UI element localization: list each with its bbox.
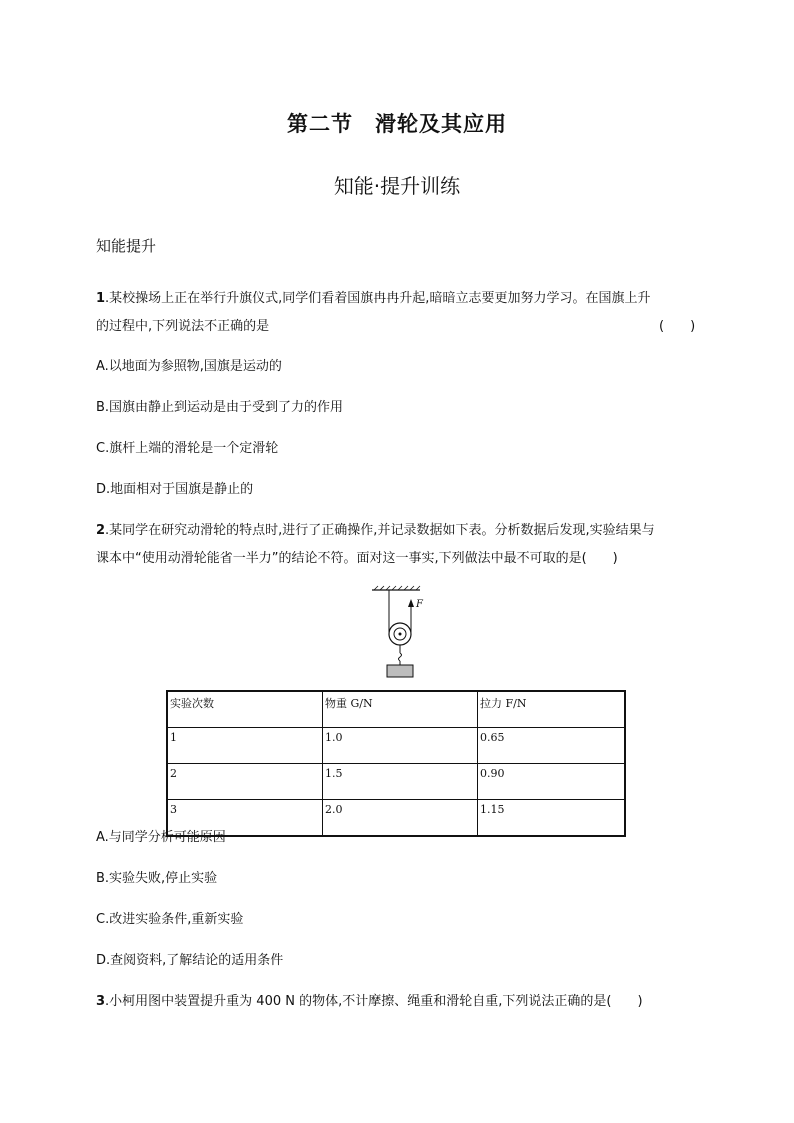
q3-number: 3	[96, 994, 106, 1009]
table-row	[167, 800, 625, 837]
table-cell: 2.0	[323, 800, 478, 837]
q1-option-b: B.国旗由静止到运动是由于受到了力的作用	[96, 400, 344, 415]
q1-line1	[96, 287, 650, 306]
page-title: 第二节 滑轮及其应用	[287, 112, 507, 136]
q1-number: 1	[96, 291, 106, 306]
experiment-table	[166, 690, 626, 837]
q3-line1	[96, 990, 643, 1009]
table-cell: 2	[167, 764, 323, 800]
q2-option-c: C.改进实验条件,重新实验	[96, 912, 244, 927]
table-cell: 0.65	[478, 728, 626, 764]
table-cell: 3	[167, 800, 323, 837]
table-cell: 1.5	[323, 764, 478, 800]
q2-number: 2	[96, 523, 106, 538]
q2-option-d: D.查阅资料,了解结论的适用条件	[96, 953, 284, 968]
table-row	[167, 764, 625, 800]
table-header: 物重 G/N	[323, 691, 478, 728]
table-row	[167, 728, 625, 764]
q1-option-a: A.以地面为参照物,国旗是运动的	[96, 359, 282, 374]
table-cell: 0.90	[478, 764, 626, 800]
q1-answer-paren: ( )	[659, 319, 696, 334]
q2-option-a: A.与同学分析可能原因	[96, 830, 226, 845]
table-cell: 1.0	[323, 728, 478, 764]
table-header-row	[167, 691, 625, 728]
q2-line1	[96, 519, 655, 538]
q2-option-b: B.实验失败,停止实验	[96, 871, 218, 886]
q1-option-c: C.旗杆上端的滑轮是一个定滑轮	[96, 441, 279, 456]
movable-pulley-figure	[370, 585, 430, 684]
table-cell: 1.15	[478, 800, 626, 837]
table-cell: 1	[167, 728, 323, 764]
q2-line2: 课本中“使用动滑轮能省一半力”的结论不符。面对这一事实,下列做法中最不可取的是( )	[96, 551, 618, 566]
section-heading: 知能提升	[96, 237, 157, 255]
table-header: 拉力 F/N	[478, 691, 626, 728]
q1-text-1: .某校操场上正在举行升旗仪式,同学们看着国旗冉冉升起,暗暗立志要更加努力学习。在国旗上升	[105, 291, 651, 306]
page-subtitle: 知能·提升训练	[333, 174, 461, 198]
q1-line2: 的过程中,下列说法不正确的是	[96, 319, 270, 334]
q2-text-1: .某同学在研究动滑轮的特点时,进行了正确操作,并记录数据如下表。分析数据后发现,实验结果与	[105, 523, 655, 538]
table-header: 实验次数	[167, 691, 323, 728]
q3-text-1: .小柯用图中装置提升重为 400 N 的物体,不计摩擦、绳重和滑轮自重,下列说法正确的是( )	[105, 994, 643, 1009]
force-label: F	[416, 599, 423, 610]
q1-option-d: D.地面相对于国旗是静止的	[96, 482, 254, 497]
